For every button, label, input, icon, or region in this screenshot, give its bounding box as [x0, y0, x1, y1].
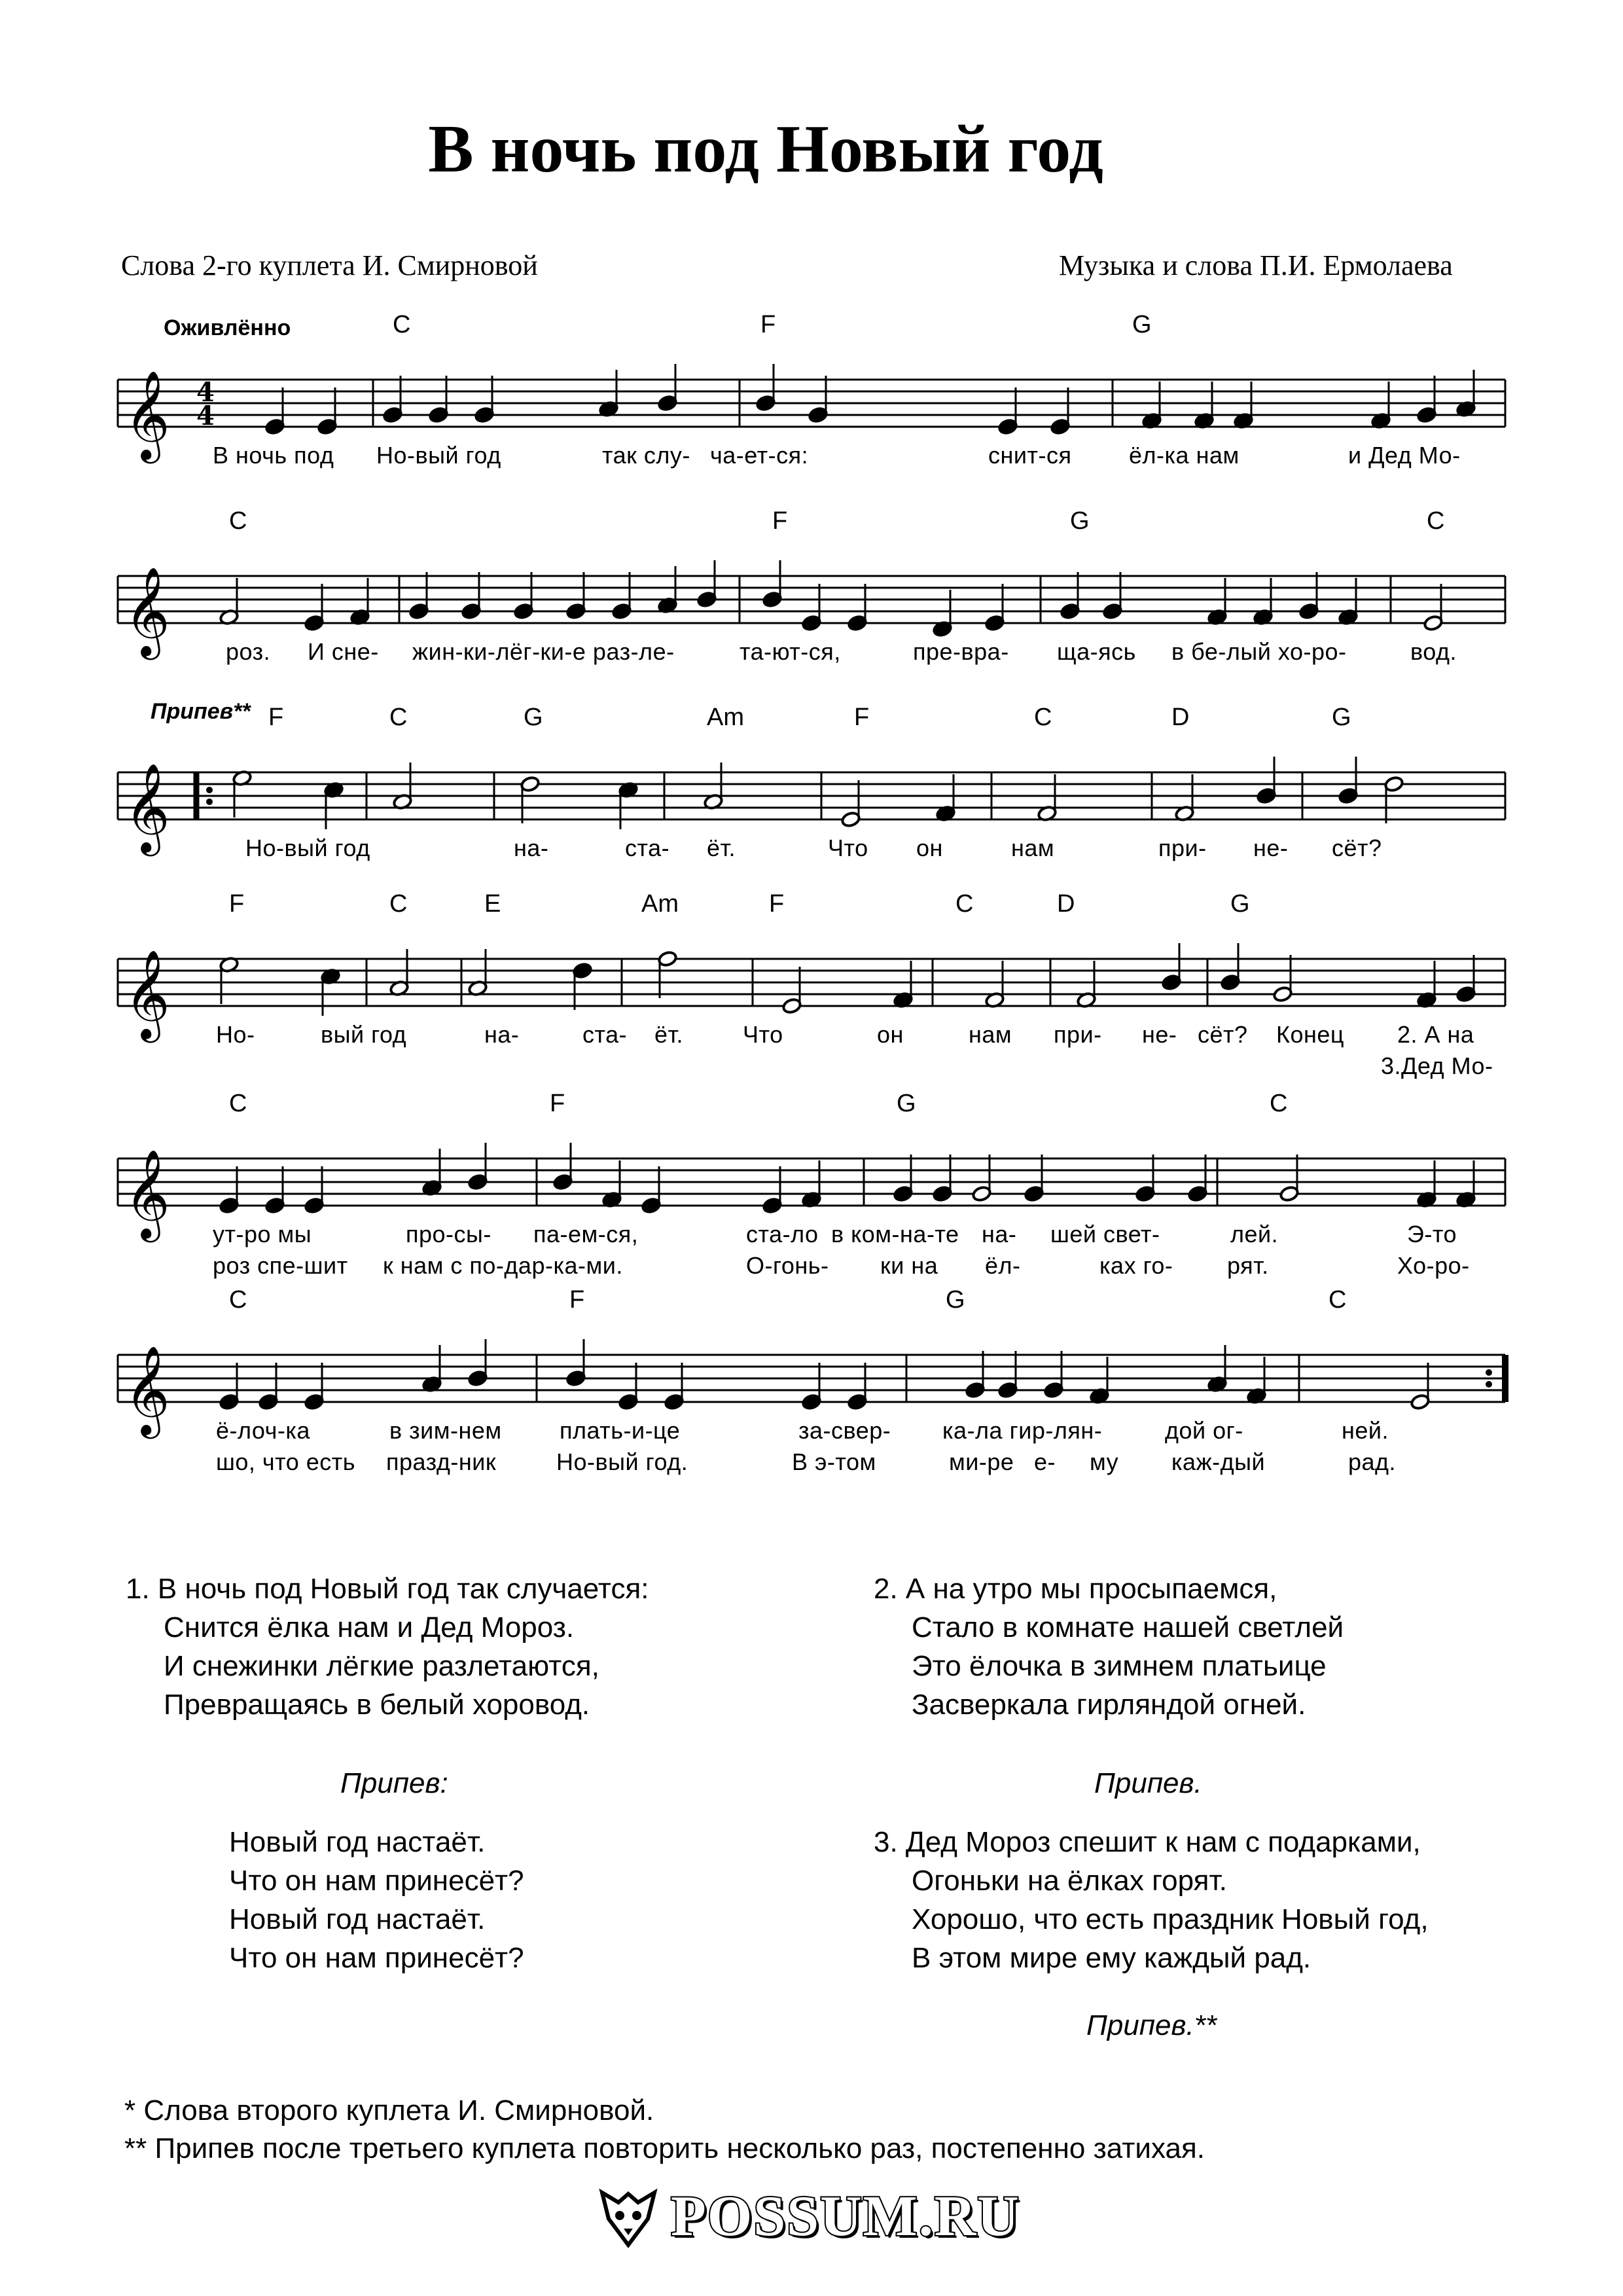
lyric-syllable: не-: [1253, 834, 1289, 861]
lyric-syllable: ёл-: [985, 1252, 1021, 1279]
chord-symbol: C: [1329, 1286, 1347, 1314]
lyric-syllable: Хо-ро-: [1397, 1252, 1470, 1279]
refrain-line: Новый год настаёт.: [229, 1826, 486, 1858]
verse-line: Засверкала гирляндой огней.: [912, 1689, 1306, 1721]
chord-symbol: C: [229, 507, 247, 535]
lyric-syllable: В э-том: [792, 1448, 876, 1475]
verse-line: Снится ёлка нам и Дед Мороз.: [164, 1611, 575, 1643]
logo-text: POSSUM.RU: [671, 2185, 1020, 2248]
lyric-syllable: Конец: [1276, 1021, 1345, 1048]
chord-symbol: F: [550, 1090, 565, 1117]
lyric-syllable: ках го-: [1099, 1252, 1173, 1279]
lyric-syllable: на-: [514, 834, 549, 861]
chord-symbol: G: [1230, 890, 1250, 918]
lyric-syllable: пре-вра-: [913, 638, 1009, 665]
lyric-syllable: так слу-: [602, 442, 690, 469]
verse-line: Это ёлочка в зимнем платьице: [912, 1650, 1327, 1682]
lyric-syllable: за-свер-: [798, 1417, 891, 1444]
chord-symbol: D: [1171, 704, 1190, 731]
chord-symbol: C: [1270, 1090, 1288, 1117]
lyric-syllable: ка-ла гир-лян-: [942, 1417, 1103, 1444]
chord-symbol: C: [1427, 507, 1445, 535]
chord-symbol: Am: [641, 890, 679, 918]
lyric-syllable: к нам с по-дар-ка-ми.: [383, 1252, 623, 1279]
lyric-syllable: празд-ник: [386, 1448, 497, 1475]
lyrics-credit: Слова 2-го куплета И. Смирновой: [121, 249, 538, 281]
lyric-syllable: ча-ет-ся:: [710, 442, 809, 469]
lyric-syllable: на-: [484, 1021, 520, 1048]
chord-symbol: C: [1034, 704, 1052, 731]
tempo-marking: Оживлённо: [164, 315, 291, 340]
treble-clef-icon: 𝄞: [124, 369, 170, 459]
lyric-syllable: ми-ре: [949, 1448, 1014, 1475]
possum-icon: [592, 2179, 664, 2251]
lyric-syllable: в зим-нем: [389, 1417, 502, 1444]
lyric-syllable: И сне-: [308, 638, 379, 665]
chord-symbol: G: [1132, 311, 1152, 338]
chord-symbol: F: [772, 507, 788, 535]
treble-clef-icon: 𝄞: [124, 1148, 170, 1238]
lyric-syllable: ща-ясь: [1057, 638, 1136, 665]
treble-clef-icon: 𝄞: [124, 1344, 170, 1435]
lyric-syllable: рят.: [1227, 1252, 1269, 1279]
lyric-syllable: па-ем-ся,: [533, 1221, 639, 1247]
lyric-syllable: му: [1090, 1448, 1119, 1475]
treble-clef-icon: 𝄞: [124, 762, 170, 852]
lyric-syllable: и Дед Мо-: [1348, 442, 1461, 469]
repeat-dot: [1486, 1381, 1492, 1388]
verse-1: [126, 1570, 649, 1724]
footnote-2: ** Припев после третьего куплета повторить несколько раз, постепенно затихая.: [124, 2132, 1205, 2164]
lyric-syllable: Что: [743, 1021, 783, 1048]
lyric-syllable: Но-вый год: [245, 834, 370, 861]
refrain-line: Новый год настаёт.: [229, 1903, 486, 1935]
lyric-syllable: шей свет-: [1050, 1221, 1160, 1247]
lyric-syllable: нам: [1011, 834, 1055, 861]
lyric-syllable: вод.: [1410, 638, 1457, 665]
verse-line: Стало в комнате нашей светлей: [912, 1611, 1344, 1643]
lyric-syllable: про-сы-: [406, 1221, 491, 1247]
chord-symbol: G: [897, 1090, 916, 1117]
repeat-dot: [1486, 1369, 1492, 1376]
lyric-syllable: сёт?: [1198, 1021, 1248, 1048]
lyric-syllable: ста-: [625, 834, 670, 861]
chord-symbol: Am: [707, 704, 744, 731]
lyric-syllable: Но-вый год: [376, 442, 501, 469]
lyric-syllable: ут-ро мы: [213, 1221, 312, 1247]
lyric-syllable: ста-ло: [746, 1221, 819, 1247]
lyric-syllable: жин-ки-лёг-ки-е раз-ле-: [412, 638, 675, 665]
lyric-syllable: в ком-на-те: [831, 1221, 959, 1247]
lyric-syllable: ёт.: [707, 834, 736, 861]
chord-symbol: C: [229, 1090, 247, 1117]
time-signature-top: 4: [196, 377, 215, 408]
lyric-syllable: не-: [1142, 1021, 1177, 1048]
lyric-syllable: плать-и-це: [560, 1417, 681, 1444]
chord-symbol: E: [484, 890, 501, 918]
lyric-syllable: Но-вый год.: [556, 1448, 688, 1475]
chord-symbol: F: [569, 1286, 585, 1314]
lyric-syllable: ста-: [582, 1021, 628, 1048]
lyric-syllable: ней.: [1342, 1417, 1389, 1444]
verse-line: 3. Дед Мороз спешит к нам с подарками,: [874, 1826, 1421, 1858]
lyric-syllable: он: [877, 1021, 904, 1048]
lyric-syllable: Э-то: [1407, 1221, 1457, 1247]
chord-symbol: G: [946, 1286, 965, 1314]
refrain-text: [229, 1823, 524, 1977]
footnote-1: * Слова второго куплета И. Смирновой.: [124, 2094, 654, 2126]
chord-symbol: C: [229, 1286, 247, 1314]
lyric-syllable: в бе-лый хо-ро-: [1171, 638, 1347, 665]
lyric-syllable: Но-: [216, 1021, 255, 1048]
lyric-syllable: та-ют-ся,: [740, 638, 841, 665]
chord-symbol: F: [229, 890, 245, 918]
chord-symbol: F: [760, 311, 776, 338]
lyric-syllable: В ночь под: [213, 442, 334, 469]
verse-3-refrain: Припев.**: [1086, 2009, 1217, 2041]
time-signature-bottom: 4: [196, 401, 215, 431]
lyric-syllable: сёт?: [1332, 834, 1382, 861]
music-credit: Музыка и слова П.И. Ермолаева: [1059, 249, 1453, 281]
refrain-marker: Припев**: [151, 699, 251, 724]
song-title: В ночь под Новый год: [428, 111, 1103, 187]
lyric-syllable: роз спе-шит: [213, 1252, 348, 1279]
lyric-syllable: дой ог-: [1165, 1417, 1243, 1444]
repeat-dot: [206, 787, 213, 793]
verse-line: И снежинки лёгкие разлетаются,: [164, 1650, 599, 1682]
lyric-syllable: лей.: [1230, 1221, 1279, 1247]
lyric-syllable: вый год: [321, 1021, 407, 1048]
lyric-syllable: роз.: [226, 638, 271, 665]
verse-2: [874, 1570, 1344, 1724]
chord-symbol: F: [854, 704, 870, 731]
verse-line: 2. А на утро мы просыпаемся,: [874, 1573, 1277, 1605]
verse-line: Хорошо, что есть праздник Новый год,: [912, 1903, 1429, 1935]
chord-symbol: C: [393, 311, 411, 338]
refrain-heading: Припев:: [340, 1767, 448, 1799]
verse-line: Превращаясь в белый хоровод.: [164, 1689, 590, 1721]
lyric-syllable: 2. А на: [1397, 1021, 1474, 1048]
lyric-syllable: при-: [1158, 834, 1207, 861]
refrain-line: Что он нам принесёт?: [229, 1942, 524, 1974]
lyric-syllable: ёт.: [654, 1021, 684, 1048]
chord-symbol: G: [1332, 704, 1351, 731]
lyric-syllable: Что: [828, 834, 868, 861]
lyric-syllable: каж-дый: [1171, 1448, 1266, 1475]
lyric-syllable: он: [916, 834, 943, 861]
verse-line: 1. В ночь под Новый год так случается:: [126, 1573, 649, 1605]
verse-3: [874, 1823, 1429, 1977]
lyric-syllable: при-: [1054, 1021, 1102, 1048]
lyric-syllable: ки на: [880, 1252, 938, 1279]
lyric-syllable: О-гонь-: [746, 1252, 829, 1279]
chord-symbol: C: [955, 890, 974, 918]
treble-clef-icon: 𝄞: [124, 565, 170, 656]
chord-symbol: F: [268, 704, 284, 731]
lyric-syllable: рад.: [1348, 1448, 1397, 1475]
lyric-syllable: снит-ся: [988, 442, 1072, 469]
chord-symbol: C: [389, 890, 408, 918]
chord-symbol: G: [1070, 507, 1090, 535]
verse-line: В этом мире ему каждый рад.: [912, 1942, 1311, 1974]
lyric-syllable: е-: [1034, 1448, 1056, 1475]
site-logo[interactable]: [592, 2179, 1037, 2251]
lyric-syllable: на-: [982, 1221, 1017, 1247]
refrain-line: Что он нам принесёт?: [229, 1865, 524, 1897]
lyric-syllable: ёл-ка нам: [1129, 442, 1240, 469]
verse-2-refrain: Припев.: [1094, 1767, 1202, 1799]
lyric-syllable: 3.Дед Мо-: [1381, 1052, 1493, 1079]
treble-clef-icon: 𝄞: [124, 948, 170, 1039]
lyric-syllable: ё-лоч-ка: [216, 1417, 310, 1444]
lyric-syllable: нам: [969, 1021, 1012, 1048]
lyric-syllable: шо, что есть: [216, 1448, 356, 1475]
chord-symbol: G: [524, 704, 543, 731]
chord-symbol: F: [769, 890, 785, 918]
chord-symbol: D: [1057, 890, 1075, 918]
chord-symbol: C: [389, 704, 408, 731]
repeat-dot: [206, 798, 213, 805]
verse-line: Огоньки на ёлках горят.: [912, 1865, 1227, 1897]
